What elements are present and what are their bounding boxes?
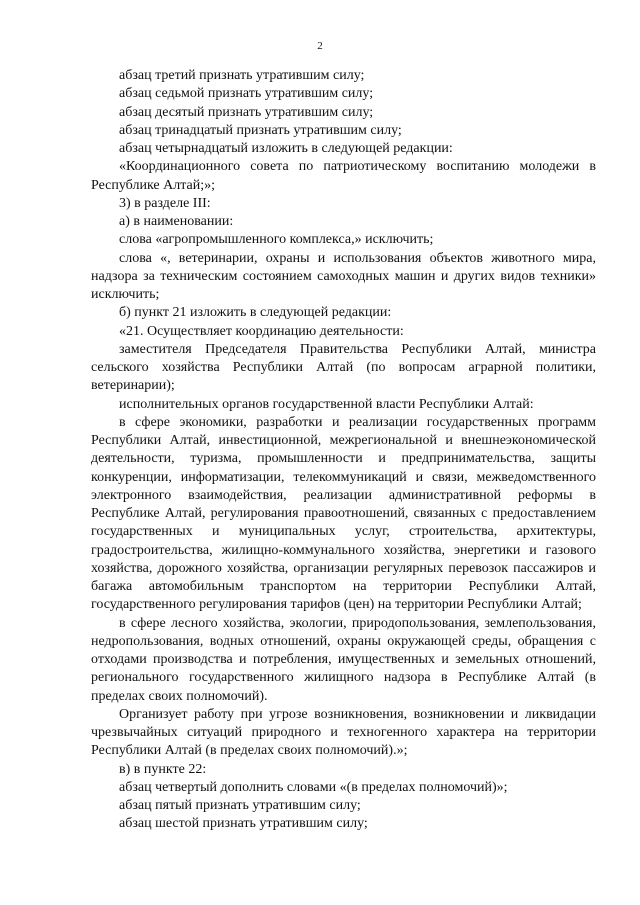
paragraph: абзац четырнадцатый изложить в следующей редакции:	[119, 141, 453, 156]
paragraph: слова «, ветеринарии, охраны и использования объектов животного мира, надзора за техническим состоянием самоходных машин и других видов техники» исключить;	[91, 250, 596, 302]
paragraph: «Координационного совета по патриотическому воспитанию молодежи в Республике Алтай;»;	[91, 159, 596, 193]
document-body	[91, 67, 596, 834]
paragraph: исполнительных органов государственной власти Республики Алтай:	[119, 396, 534, 412]
paragraph: абзац тринадцатый признать утратившим силу;	[119, 122, 402, 138]
paragraph: в) в пункте 22:	[119, 761, 207, 777]
paragraph: абзац третий признать утратившим силу;	[119, 68, 365, 83]
paragraph: заместителя Председателя Правительства Республики Алтай, министра сельского хозяйства Республики Алтай (по вопросам аграрной политики, ветеринарии);	[91, 341, 596, 394]
paragraph: «21. Осуществляет координацию деятельности:	[119, 323, 404, 339]
paragraph: в сфере лесного хозяйства, экологии, природопользования, землепользования, недропользования, водных отношений, охраны окружающей среды, обращения с отходами производства и потребления, имущественных и земельных отношений, регионального государственного жилищного надзора в Республике Алтай (в пределах своих полномочий).	[91, 615, 596, 704]
paragraph: а) в наименовании:	[119, 214, 234, 229]
paragraph: Организует работу при угрозе возникновения, возникновении и ликвидации чрезвычайных ситуаций природного и техногенного характера на территории Республики Алтай (в пределах своих полномочий).»;	[91, 706, 596, 759]
paragraph: б) пункт 21 изложить в следующей редакции:	[119, 305, 392, 321]
paragraph: абзац шестой признать утратившим силу;	[119, 816, 368, 832]
paragraph: абзац седьмой признать утратившим силу;	[119, 86, 374, 102]
paragraph: абзац пятый признать утратившим силу;	[119, 798, 361, 813]
paragraph: слова «агропромышленного комплекса,» исключить;	[119, 232, 434, 248]
paragraph: 3) в разделе III:	[119, 195, 211, 211]
paragraph: абзац четвертый дополнить словами «(в пределах полномочий)»;	[119, 779, 508, 795]
paragraph: абзац десятый признать утратившим силу;	[119, 104, 374, 120]
page-number: 2	[317, 40, 323, 52]
paragraph: в сфере экономики, разработки и реализации государственных программ Республики Алтай, инвестиционной, межрегиональной и внешнеэкономической деятельности, туризма, промышленности и предпринимательства, защиты конкуренции, информатизации, телекоммуникаций и связи, межведомственного электронного взаимодействия, реализации административной реформы в Республике Алтай, регулирования правоотношений, связанных с предоставлением государственных и муниципальных услуг, строительства, архитектуры, градостроительства, жилищно-коммунального хозяйства, энергетики и газового хозяйства, дорожного хозяйства, организации регулярных перевозок пассажиров и багажа автомобильным транспортом на территории Республики Алтай, государственного регулирования тарифов (цен) на территории Республики Алтай;	[91, 414, 596, 613]
